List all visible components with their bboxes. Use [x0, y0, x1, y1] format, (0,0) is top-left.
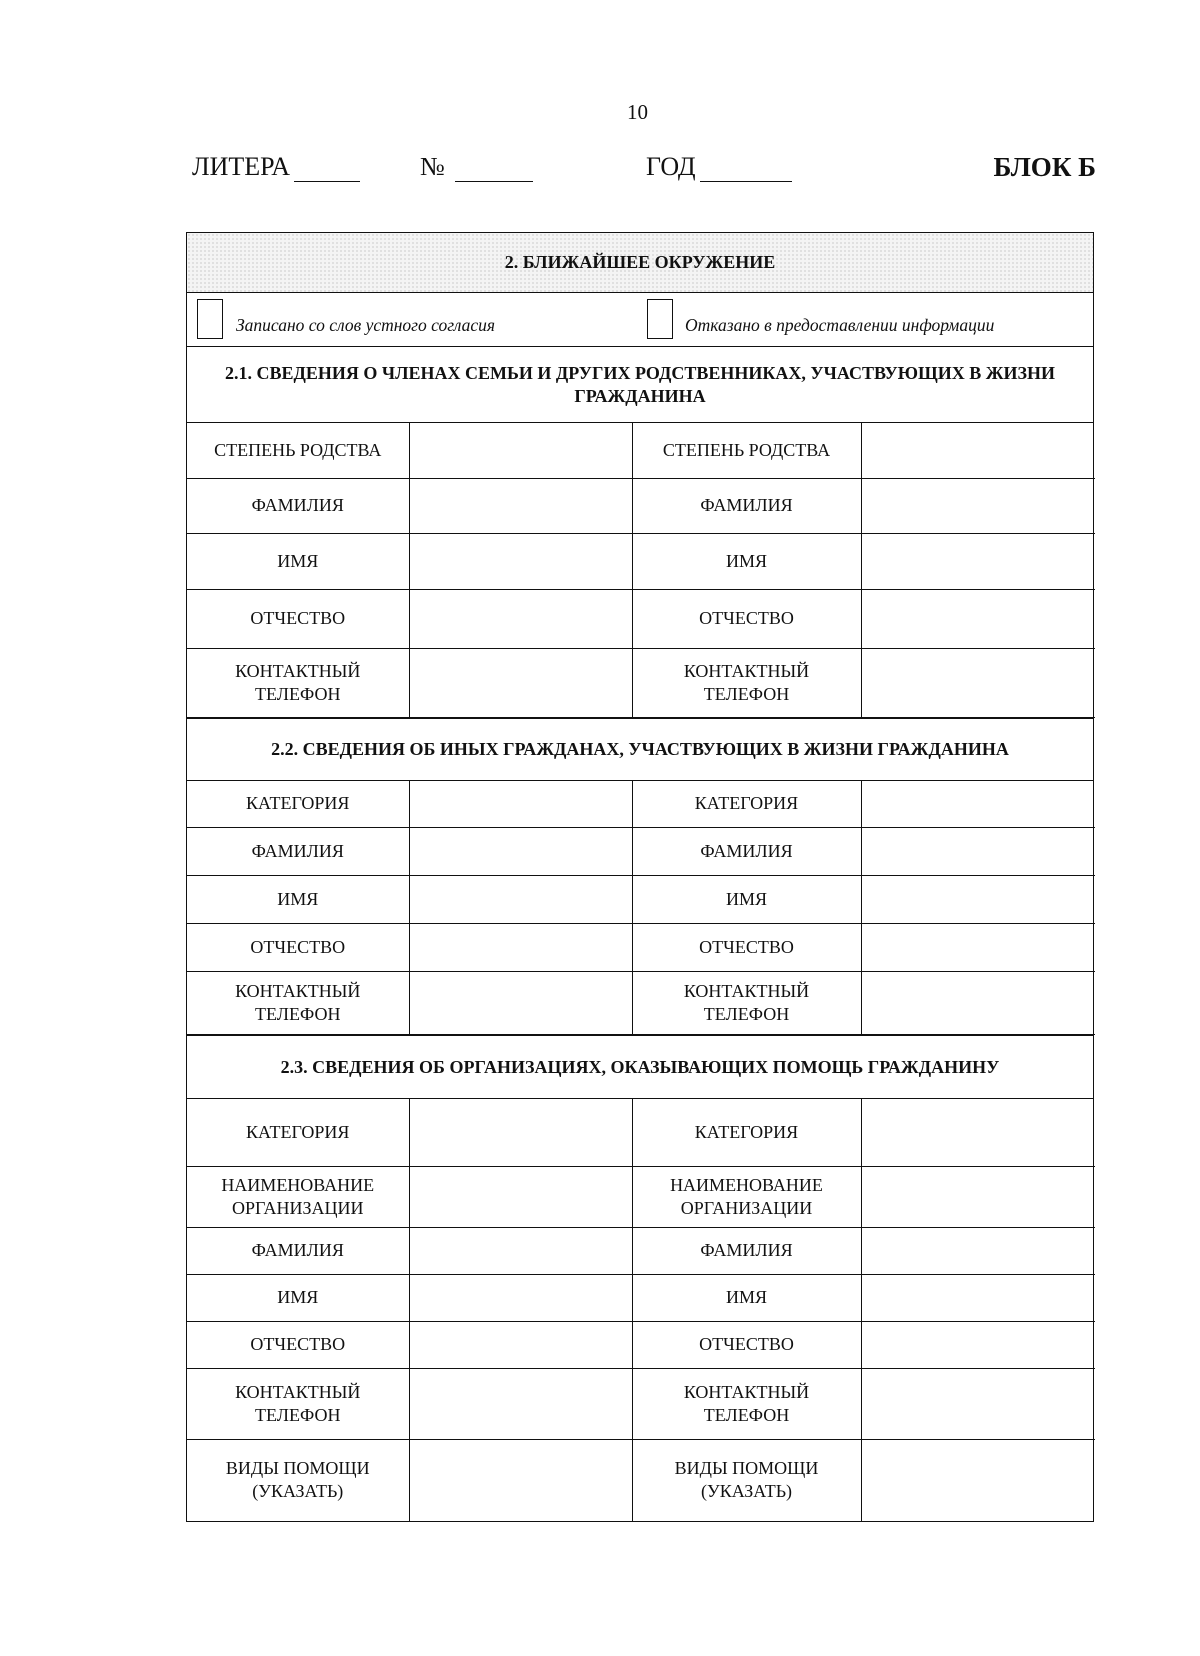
- field-value-cell[interactable]: [861, 423, 1095, 478]
- field-value-cell[interactable]: [861, 1321, 1095, 1368]
- consent-checkbox[interactable]: [197, 299, 223, 339]
- table-row: [187, 924, 1095, 972]
- subsection-title-organizations: 2.3. СВЕДЕНИЯ ОБ ОРГАНИЗАЦИЯХ, ОКАЗЫВАЮЩИХ ПОМОЩЬ ГРАЖДАНИНУ: [187, 1035, 1093, 1099]
- field-label: ИМЯ: [632, 876, 861, 924]
- field-value-cell[interactable]: [409, 589, 632, 648]
- field-value-cell[interactable]: [409, 1166, 632, 1227]
- field-label: ИМЯ: [187, 876, 409, 924]
- field-value-cell[interactable]: [861, 972, 1095, 1035]
- year-field: [646, 152, 792, 182]
- field-label: ФАМИЛИЯ: [632, 828, 861, 876]
- field-value-cell[interactable]: [861, 924, 1095, 972]
- table-row: [187, 533, 1095, 589]
- year-input[interactable]: [700, 157, 792, 182]
- field-value-cell[interactable]: [409, 423, 632, 478]
- other-citizens-table: [187, 781, 1095, 1036]
- number-input[interactable]: [455, 157, 533, 182]
- field-label: КАТЕГОРИЯ: [632, 1099, 861, 1166]
- field-value-cell[interactable]: [861, 1099, 1095, 1166]
- field-label: СТЕПЕНЬ РОДСТВА: [187, 423, 409, 478]
- field-label: КАТЕГОРИЯ: [632, 781, 861, 828]
- field-value-cell[interactable]: [861, 1439, 1095, 1521]
- field-label: КОНТАКТНЫЙ ТЕЛЕФОН: [187, 1368, 409, 1439]
- table-row: [187, 1321, 1095, 1368]
- section-title: 2. БЛИЖАЙШЕЕ ОКРУЖЕНИЕ: [187, 233, 1093, 293]
- field-label: ИМЯ: [632, 533, 861, 589]
- table-row: [187, 648, 1095, 717]
- field-value-cell[interactable]: [409, 972, 632, 1035]
- table-row: [187, 781, 1095, 828]
- block-label: БЛОК Б: [993, 152, 1096, 182]
- field-value-cell[interactable]: [409, 924, 632, 972]
- field-label: ОТЧЕСТВО: [632, 1321, 861, 1368]
- field-label: ОТЧЕСТВО: [632, 924, 861, 972]
- table-row: [187, 828, 1095, 876]
- field-value-cell[interactable]: [861, 781, 1095, 828]
- field-value-cell[interactable]: [409, 533, 632, 589]
- field-value-cell[interactable]: [409, 1321, 632, 1368]
- field-label: КАТЕГОРИЯ: [187, 781, 409, 828]
- field-label: ОТЧЕСТВО: [187, 589, 409, 648]
- organizations-table: [187, 1099, 1095, 1521]
- field-label: ФАМИЛИЯ: [187, 478, 409, 533]
- field-label: ОТЧЕСТВО: [187, 924, 409, 972]
- field-label: ФАМИЛИЯ: [187, 828, 409, 876]
- litera-label: ЛИТЕРА: [192, 152, 291, 181]
- table-row: [187, 1227, 1095, 1274]
- table-row: [187, 972, 1095, 1035]
- field-label: КОНТАКТНЫЙ ТЕЛЕФОН: [632, 648, 861, 717]
- field-label: СТЕПЕНЬ РОДСТВА: [632, 423, 861, 478]
- field-label: ВИДЫ ПОМОЩИ (УКАЗАТЬ): [632, 1439, 861, 1521]
- field-value-cell[interactable]: [861, 1274, 1095, 1321]
- field-label: ИМЯ: [632, 1274, 861, 1321]
- field-label: ФАМИЛИЯ: [632, 1227, 861, 1274]
- year-label: ГОД: [646, 152, 696, 181]
- document-header: [192, 152, 1096, 192]
- environment-form: [186, 232, 1094, 1522]
- field-value-cell[interactable]: [409, 478, 632, 533]
- field-label: НАИМЕНОВАНИЕ ОРГАНИЗАЦИИ: [632, 1166, 861, 1227]
- field-value-cell[interactable]: [861, 589, 1095, 648]
- field-value-cell[interactable]: [409, 1099, 632, 1166]
- field-value-cell[interactable]: [409, 648, 632, 717]
- subsection-title-other-citizens: 2.2. СВЕДЕНИЯ ОБ ИНЫХ ГРАЖДАНАХ, УЧАСТВУЮЩИХ В ЖИЗНИ ГРАЖДАНИНА: [187, 718, 1093, 781]
- field-value-cell[interactable]: [409, 1227, 632, 1274]
- field-label: КОНТАКТНЫЙ ТЕЛЕФОН: [632, 972, 861, 1035]
- field-value-cell[interactable]: [409, 781, 632, 828]
- table-row: [187, 1439, 1095, 1521]
- refusal-checkbox[interactable]: [647, 299, 673, 339]
- field-label: ИМЯ: [187, 1274, 409, 1321]
- field-value-cell[interactable]: [861, 648, 1095, 717]
- table-row: [187, 478, 1095, 533]
- page-number: 10: [627, 100, 648, 124]
- consent-row: [187, 293, 1093, 347]
- table-row: [187, 1274, 1095, 1321]
- field-label: ФАМИЛИЯ: [187, 1227, 409, 1274]
- table-row: [187, 1099, 1095, 1166]
- litera-field: [192, 152, 360, 182]
- consent-label: Записано со слов устного согласия: [236, 315, 496, 335]
- field-value-cell[interactable]: [861, 1227, 1095, 1274]
- field-value-cell[interactable]: [861, 478, 1095, 533]
- field-value-cell[interactable]: [861, 876, 1095, 924]
- field-value-cell[interactable]: [409, 828, 632, 876]
- table-row: [187, 1368, 1095, 1439]
- refusal-label: Отказано в предоставлении информации: [685, 315, 995, 335]
- field-value-cell[interactable]: [409, 1368, 632, 1439]
- field-label: ФАМИЛИЯ: [632, 478, 861, 533]
- relatives-table: [187, 423, 1095, 718]
- field-label: ИМЯ: [187, 533, 409, 589]
- field-value-cell[interactable]: [861, 533, 1095, 589]
- number-label: №: [420, 152, 445, 181]
- field-value-cell[interactable]: [409, 1274, 632, 1321]
- table-row: [187, 589, 1095, 648]
- field-value-cell[interactable]: [409, 1439, 632, 1521]
- field-label: КАТЕГОРИЯ: [187, 1099, 409, 1166]
- table-row: [187, 423, 1095, 478]
- field-value-cell[interactable]: [861, 1166, 1095, 1227]
- litera-input[interactable]: [294, 157, 360, 182]
- field-label: ОТЧЕСТВО: [187, 1321, 409, 1368]
- field-label: КОНТАКТНЫЙ ТЕЛЕФОН: [632, 1368, 861, 1439]
- field-label: ОТЧЕСТВО: [632, 589, 861, 648]
- field-value-cell[interactable]: [861, 828, 1095, 876]
- field-value-cell[interactable]: [409, 876, 632, 924]
- table-row: [187, 1166, 1095, 1227]
- subsection-title-relatives: 2.1. СВЕДЕНИЯ О ЧЛЕНАХ СЕМЬИ И ДРУГИХ РОДСТВЕННИКАХ, УЧАСТВУЮЩИХ В ЖИЗНИ ГРАЖДАНИНА: [187, 347, 1093, 423]
- field-label: НАИМЕНОВАНИЕ ОРГАНИЗАЦИИ: [187, 1166, 409, 1227]
- field-label: КОНТАКТНЫЙ ТЕЛЕФОН: [187, 648, 409, 717]
- table-row: [187, 876, 1095, 924]
- number-field: [420, 152, 533, 182]
- field-label: ВИДЫ ПОМОЩИ (УКАЗАТЬ): [187, 1439, 409, 1521]
- field-label: КОНТАКТНЫЙ ТЕЛЕФОН: [187, 972, 409, 1035]
- field-value-cell[interactable]: [861, 1368, 1095, 1439]
